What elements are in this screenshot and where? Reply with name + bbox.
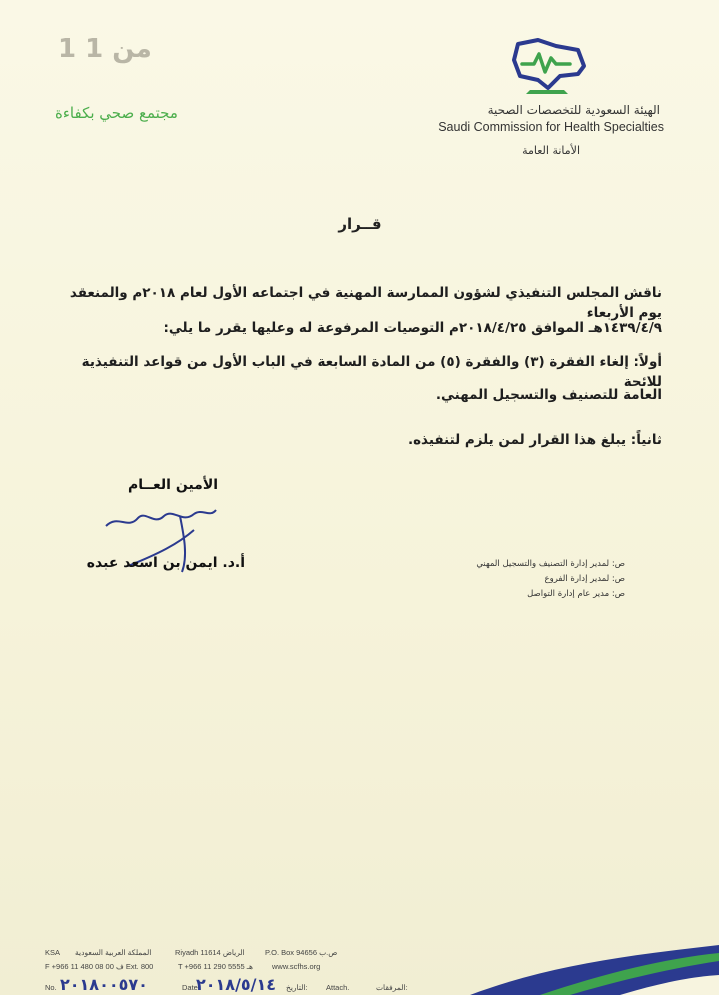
footer-attach-ar-label: المرفقات:	[376, 983, 408, 992]
page-number: 1 من 1	[58, 34, 152, 64]
cc-line-3: ص: مدير عام إدارة التواصل	[527, 589, 625, 599]
body-line-1: ناقش المجلس التنفيذي لشؤون الممارسة المهنية في اجتماعه الأول لعام ٢٠١٨م والمنعقد يوم الأربعاء	[69, 285, 662, 321]
cc-line-2: ص: لمدير إدارة الفروع	[544, 574, 625, 584]
body-line-4: العامة للتصنيف والتسجيل المهني.	[435, 387, 662, 403]
footer-date-value: ٢٠١٨/٥/١٤	[196, 975, 277, 994]
org-department: الأمانة العامة	[522, 144, 580, 157]
footer-country-en: KSA	[45, 948, 61, 957]
tagline: مجتمع صحي بكفاءة	[55, 104, 178, 122]
footer-no-value: ٢٠١٨٠٠٥٧٠	[60, 975, 148, 994]
signatory-title: الأمين العــام	[127, 477, 219, 493]
org-name-arabic: الهيئة السعودية للتخصصات الصحية	[487, 103, 660, 117]
footer-date-ar-label: التاريخ:	[286, 983, 308, 992]
signatory-name: أ.د. ايمن بن اسعد عبده	[86, 555, 245, 571]
footer-tel: T +966 11 290 5555 هـ	[178, 962, 253, 971]
scfhs-logo-icon	[508, 36, 590, 98]
cc-line-1: ص: لمدير إدارة التصنيف والتسجيل المهني	[476, 559, 625, 569]
footer-country-ar: المملكة العربية السعودية	[75, 948, 152, 957]
footer-no-label: No.	[45, 983, 57, 992]
footer-fax: F +966 11 480 08 00 ف Ext. 800	[45, 962, 154, 971]
body-line-5: ثانياً: يبلغ هذا القرار لمن يلزم لتنفيذه.	[407, 432, 662, 448]
footer-attach-label: Attach.	[326, 983, 350, 992]
org-name-english: Saudi Commission for Health Specialties	[438, 120, 664, 134]
body-line-3: أولاً: إلغاء الفقرة (٣) والفقرة (٥) من المادة السابعة في الباب الأول من قواعد التنفيذية للائحة	[81, 354, 662, 390]
footer-website: www.scfhs.org	[272, 962, 321, 971]
document-title: قــرار	[338, 215, 382, 233]
footer-date-label: Date	[182, 983, 198, 992]
footer-swoosh	[430, 915, 719, 995]
footer-city: Riyadh 11614 الرياض	[175, 948, 245, 957]
body-line-2: ١٤٣٩/٤/٩هـ الموافق ٢٠١٨/٤/٢٥م التوصيات المرفوعة له وعليها يقرر ما يلي:	[163, 320, 662, 336]
footer-pobox: P.O. Box 94656 ص.ب	[265, 948, 338, 957]
